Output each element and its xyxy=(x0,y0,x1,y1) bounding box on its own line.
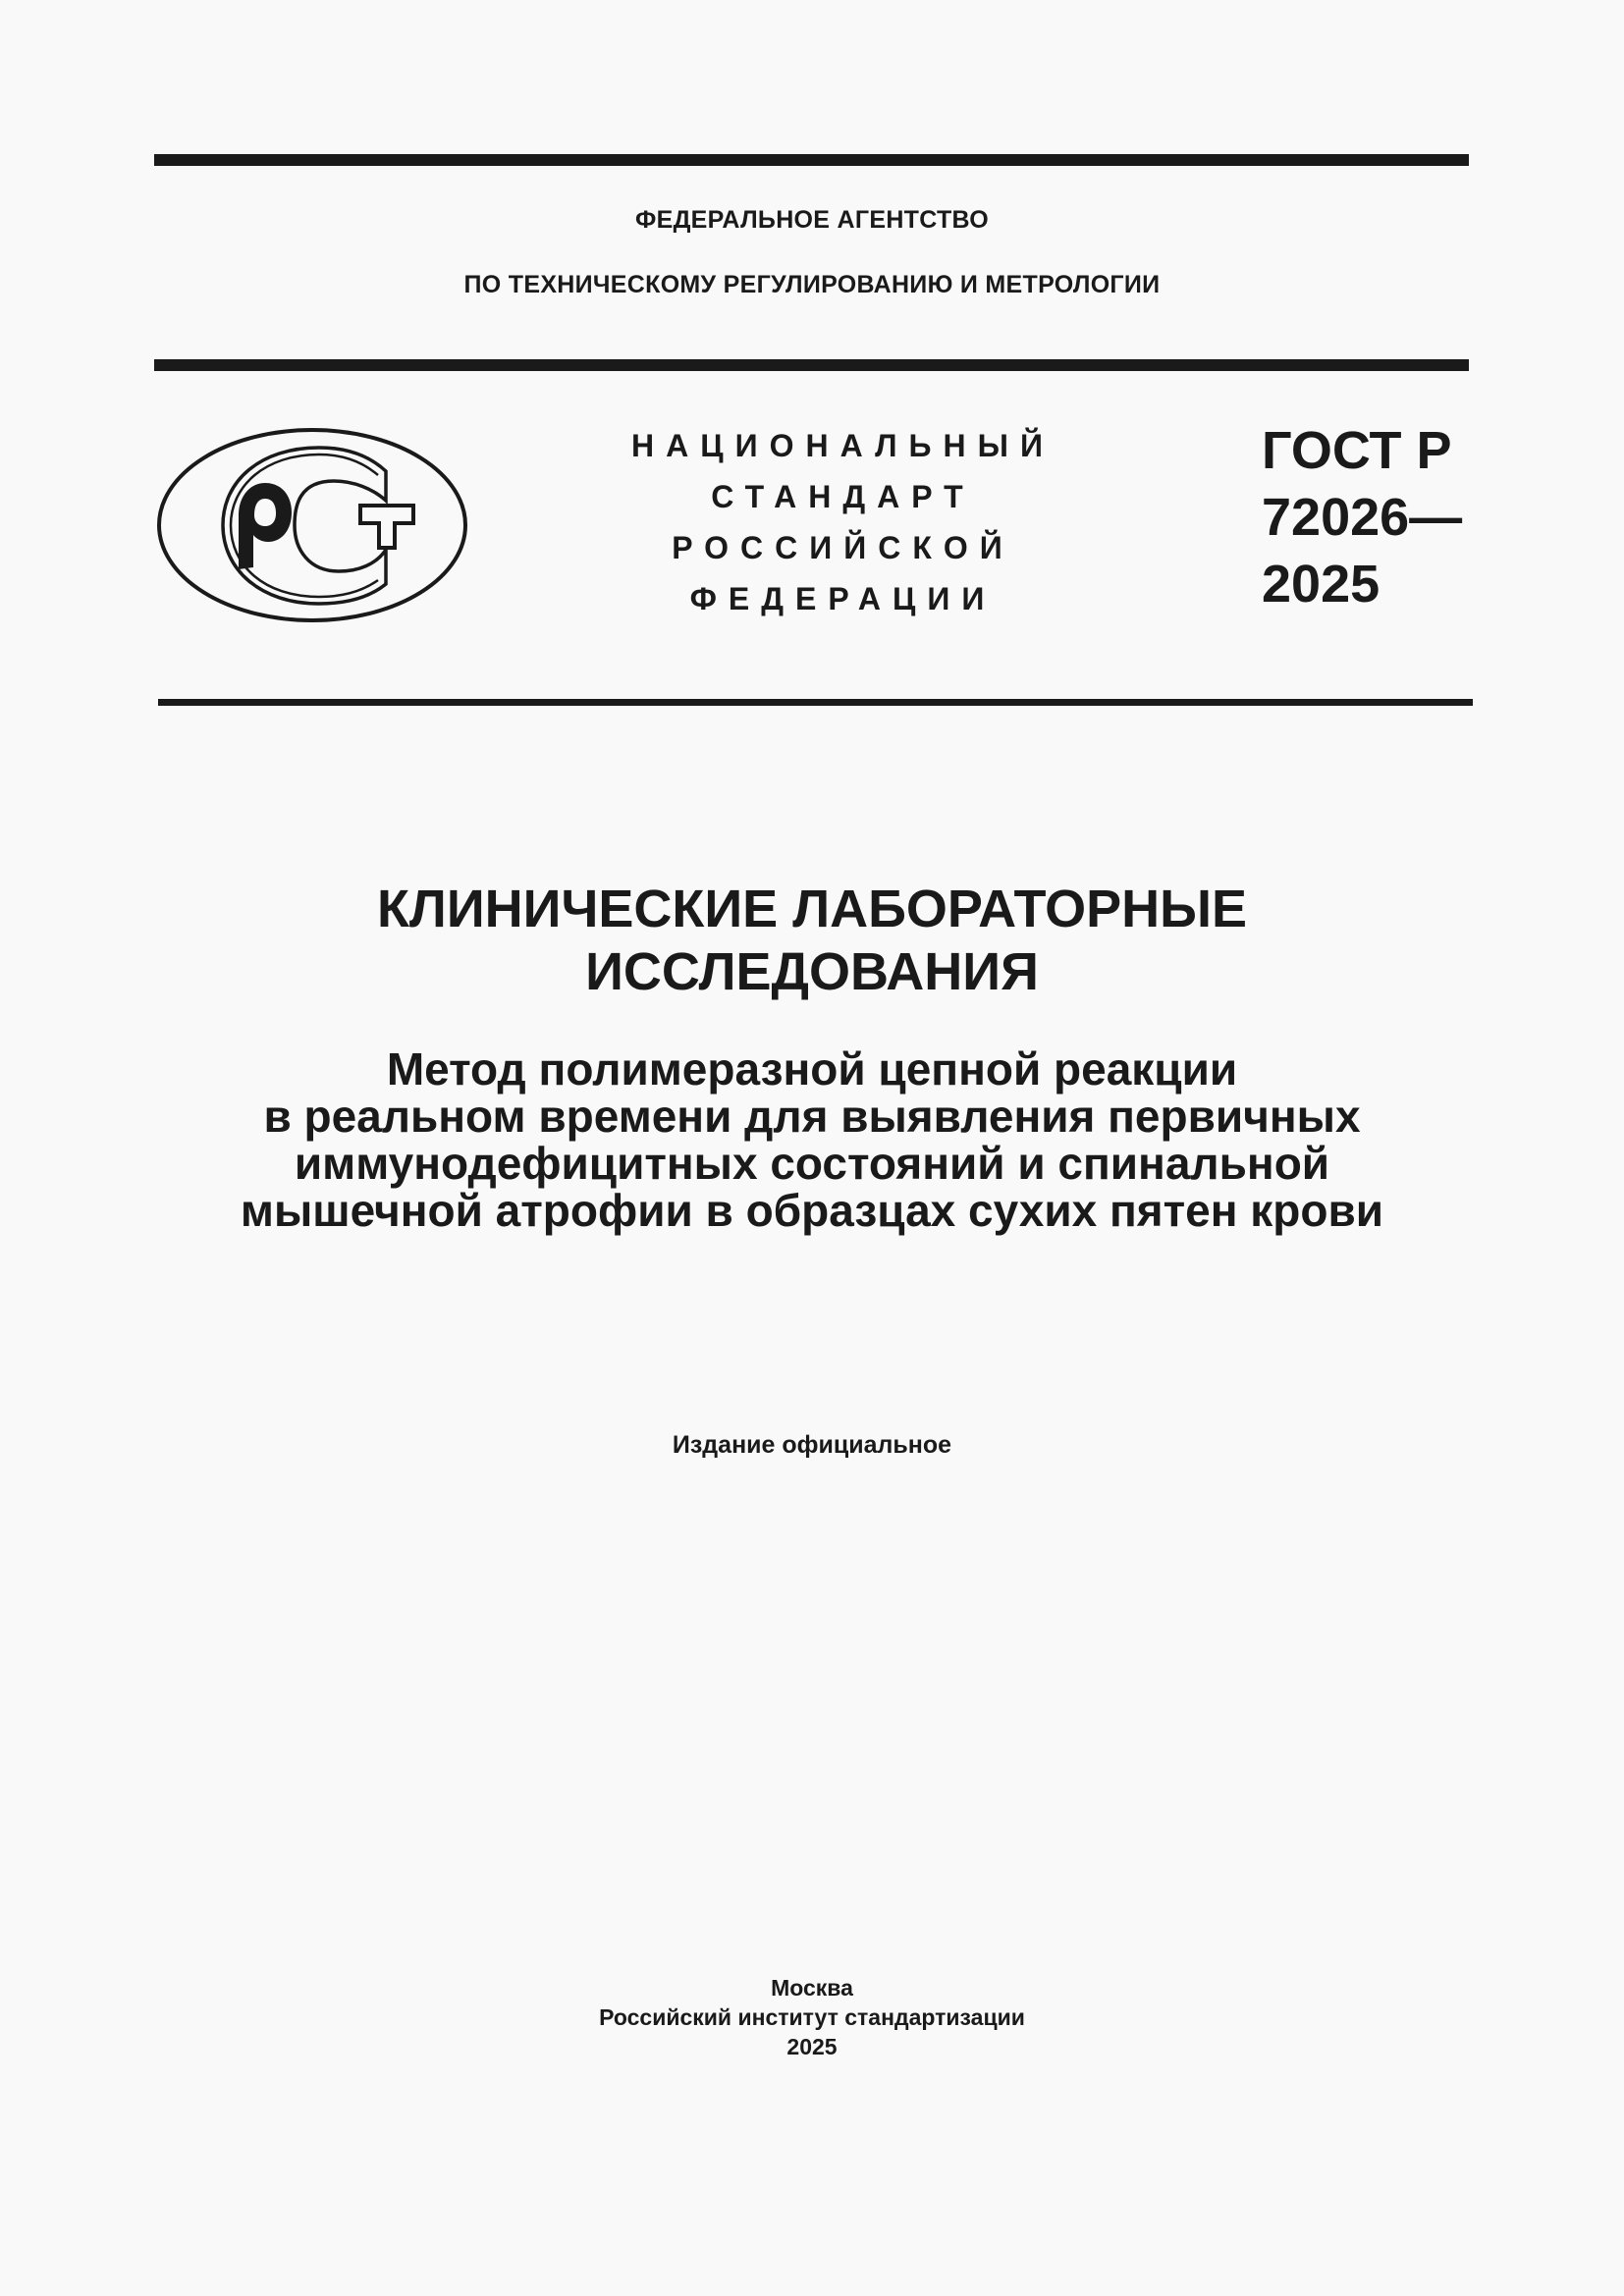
bottom-rule xyxy=(158,699,1473,706)
top-rule xyxy=(154,154,1469,166)
official-edition-label: Издание официальное xyxy=(672,1431,952,1459)
document-title xyxy=(0,878,1624,1003)
imprint xyxy=(0,1973,1624,2061)
national-standard-line: ФЕДЕРАЦИИ xyxy=(689,581,997,616)
imprint-year: 2025 xyxy=(786,2034,838,2059)
imprint-publisher: Российский институт стандартизации xyxy=(599,2004,1025,2030)
title-line: ИССЛЕДОВАНИЯ xyxy=(585,942,1039,1001)
designation-line: 72026— xyxy=(1262,488,1463,547)
agency-name-line-2: ПО ТЕХНИЧЕСКОМУ РЕГУЛИРОВАНИЮ И МЕТРОЛОГИИ xyxy=(463,271,1161,298)
subtitle-line: иммунодефицитных состояний и спинальной xyxy=(294,1138,1330,1189)
middle-rule xyxy=(154,359,1469,371)
title-line: КЛИНИЧЕСКИЕ ЛАБОРАТОРНЫЕ xyxy=(376,880,1248,938)
subtitle-line: мышечной атрофии в образцах сухих пятен крови xyxy=(240,1185,1384,1236)
document-subtitle xyxy=(0,1045,1624,1234)
agency-name-line-1: ФЕДЕРАЛЬНОЕ АГЕНТСТВО xyxy=(634,206,990,234)
national-standard-line: НАЦИОНАЛЬНЫЙ xyxy=(631,428,1055,463)
designation-line: 2025 xyxy=(1262,555,1380,614)
standard-designation xyxy=(1262,417,1462,617)
subtitle-line: в реальном времени для выявления первичных xyxy=(263,1091,1361,1142)
rst-logo-icon xyxy=(152,422,476,628)
national-standard-label xyxy=(619,420,1056,624)
imprint-city: Москва xyxy=(771,1975,853,2001)
national-standard-line: СТАНДАРТ xyxy=(711,479,975,514)
designation-line: ГОСТ Р xyxy=(1262,421,1452,480)
national-standard-line: РОССИЙСКОЙ xyxy=(672,530,1014,565)
subtitle-line: Метод полимеразной цепной реакции xyxy=(386,1043,1238,1095)
